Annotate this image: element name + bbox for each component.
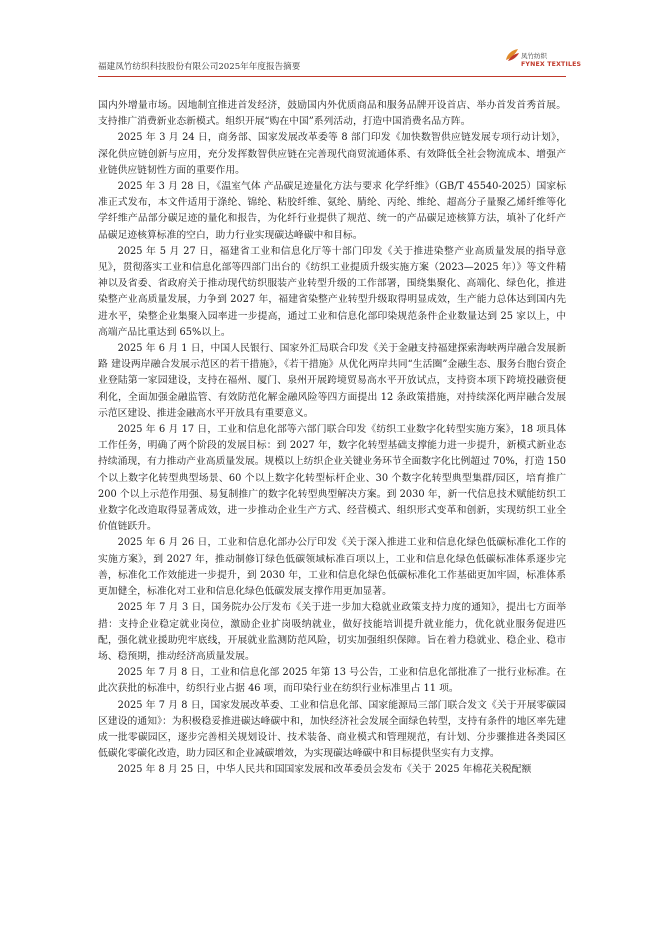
paragraph: 2025 年 6 月 17 日，工业和信息化部等六部门联合印发《纺织工业数字化转型实施方案》，18 项具体工作任务，明确了两个阶段的发展目标：到 2027 年，数字化转型基础支撑能力进一步提升，新模式新业态持续涌现，有力推动产业高质量发展。规模以上纺织企业关键业务环节全面数字化比例超过 70%，打造 150 个以上数字化转型典型场景、60 个以上数字化转型标杆企业、30 个数字化转型典型集群/园区，培育推广 200 个以上示范作用强、易复制推广的数字化转型典型解决方案。到 2030 年，新一代信息技术赋能纺织工业数字化改造取得显著成效，进一步推动企业生产方式、经营模式、组织形式变革和创新，实现纺织工业全价值链跃升。 <box>98 424 566 533</box>
paragraph: 2025 年 5 月 27 日，福建省工业和信息化厅等十部门印发《关于推进染整产业高质量发展的指导意见》，贯彻落实工业和信息化部等四部门出台的《纺织工业提质升级实施方案（2023—2025 年）》等文件精神以及省委、省政府关于推动现代纺织服装产业转型升级的工作部署，围绕集聚化、高端化、绿色化，推进染整产业高质量发展，力争到 2027 年，福建省染整产业转型升级取得明显成效，生产能力总体达到国内先进水平，染整企业集聚入园率进一步提高，通过工业和信息化部印染规范条件企业数量达到 25 家以上，中高端产品比重达到 65%以上。 <box>98 245 566 338</box>
paragraph: 国内外增量市场。因地制宜推进首发经济，鼓励国内外优质商品和服务品牌开设首店、举办首发首秀首展。支持推广消费新业态新模式。组织开展“购在中国”系列活动，打造中国消费名品方阵。 <box>98 100 566 128</box>
paragraph: 2025 年 6 月 26 日，工业和信息化部办公厅印发《关于深入推进工业和信息化绿色低碳标准化工作的实施方案》，到 2027 年，推动制修订绿色低碳领域标准百项以上，工业和信息化绿色低碳标准体系逐步完善，标准化工作效能进一步提升，到 2030 年，工业和信息化绿色低碳标准化工作基础更加牢固，标准体系更加健全，标准化对工业和信息化绿色低碳发展支撑作用更加显著。 <box>98 537 566 598</box>
page-header <box>98 46 582 82</box>
logo-chinese-text: 凤竹纺织 <box>521 52 547 60</box>
logo-english-text: FYNEX TEXTILES <box>521 61 582 68</box>
paragraph: 2025 年 7 月 8 日，国家发展改革委、工业和信息化部、国家能源局三部门联合发文《关于开展零碳园区建设的通知》：为积极稳妥推进碳达峰碳中和，加快经济社会发展全面绿色转型，支持有条件的地区率先建成一批零碳园区，逐步完善相关规划设计、技术装备、商业模式和管理规范，有计划、分步骤推进各类园区低碳化零碳化改造，助力园区和企业减碳增效，为实现碳达峰碳中和目标提供坚实有力支撑。 <box>98 699 566 760</box>
report-body <box>98 98 566 779</box>
bamboo-leaf-icon <box>504 48 520 62</box>
paragraph: 2025 年 6 月 1 日，中国人民银行、国家外汇局联合印发《关于金融支持福建探索海峡两岸融合发展新路 建设两岸融合发展示范区的若干措施》，《若干措施》从优化两岸共同“生活圈”金融生态、服务台胞台资企业登陆第一家园建设，支持在福州、厦门、泉州开展跨境贸易高水平开放试点，支持资本项下跨境投融资便利化，全面加强金融监管、有效防范化解金融风险等四方面提出 12 条政策措施，对持续深化两岸融合发展示范区建设、推进金融高水平开放具有重要意义。 <box>98 343 566 419</box>
paragraph: 2025 年 3 月 28 日，《温室气体 产品碳足迹量化方法与要求 化学纤维》（GB/T 45540-2025）国家标准正式发布，本文件适用于涤纶、锦纶、粘胶纤维、氨纶、腈纶、丙纶、维纶、超高分子量聚乙烯纤维等化学纤维产品部分碳足迹的量化和报告，为化纤行业提供了规范、统一的产品碳足迹核算方法，填补了化纤产品碳足迹核算标准的空白，助力行业实现碳达峰碳中和目标。 <box>98 181 566 241</box>
paragraph: 2025 年 7 月 3 日，国务院办公厅发布《关于进一步加大稳就业政策支持力度的通知》，提出七方面举措：支持企业稳定就业岗位，激励企业扩岗吸纳就业，做好技能培训提升就业能力，优化就业服务促进匹配，强化就业援助兜牢底线，开展就业监测防范风险，切实加强组织保障。旨在着力稳就业、稳企业、稳市场、稳预期，推动经济高质量发展。 <box>98 602 566 662</box>
paragraph: 2025 年 8 月 25 日，中华人民共和国国家发展和改革委员会发布《关于 2025 年棉花关税配额 <box>117 764 532 776</box>
report-header-title: 福建凤竹纺织科技股份有限公司2025年年度报告摘要 <box>98 62 301 72</box>
header-divider <box>98 76 566 77</box>
paragraph: 2025 年 3 月 24 日，商务部、国家发展改革委等 8 部门印发《加快数智供应链发展专项行动计划》，深化供应链创新与应用，充分发挥数智供应链在完善现代商贸流通体系、有效降低全社会物流成本、增强产业链供应链韧性方面的重要作用。 <box>98 132 566 176</box>
company-logo <box>504 48 582 76</box>
paragraph: 2025 年 7 月 8 日，工业和信息化部 2025 年第 13 号公告，工业和信息化部批准了一批行业标准。在此次获批的标准中，纺织行业占据 46 项，而印染行业在纺织行业标准里占 11 项。 <box>98 667 566 695</box>
